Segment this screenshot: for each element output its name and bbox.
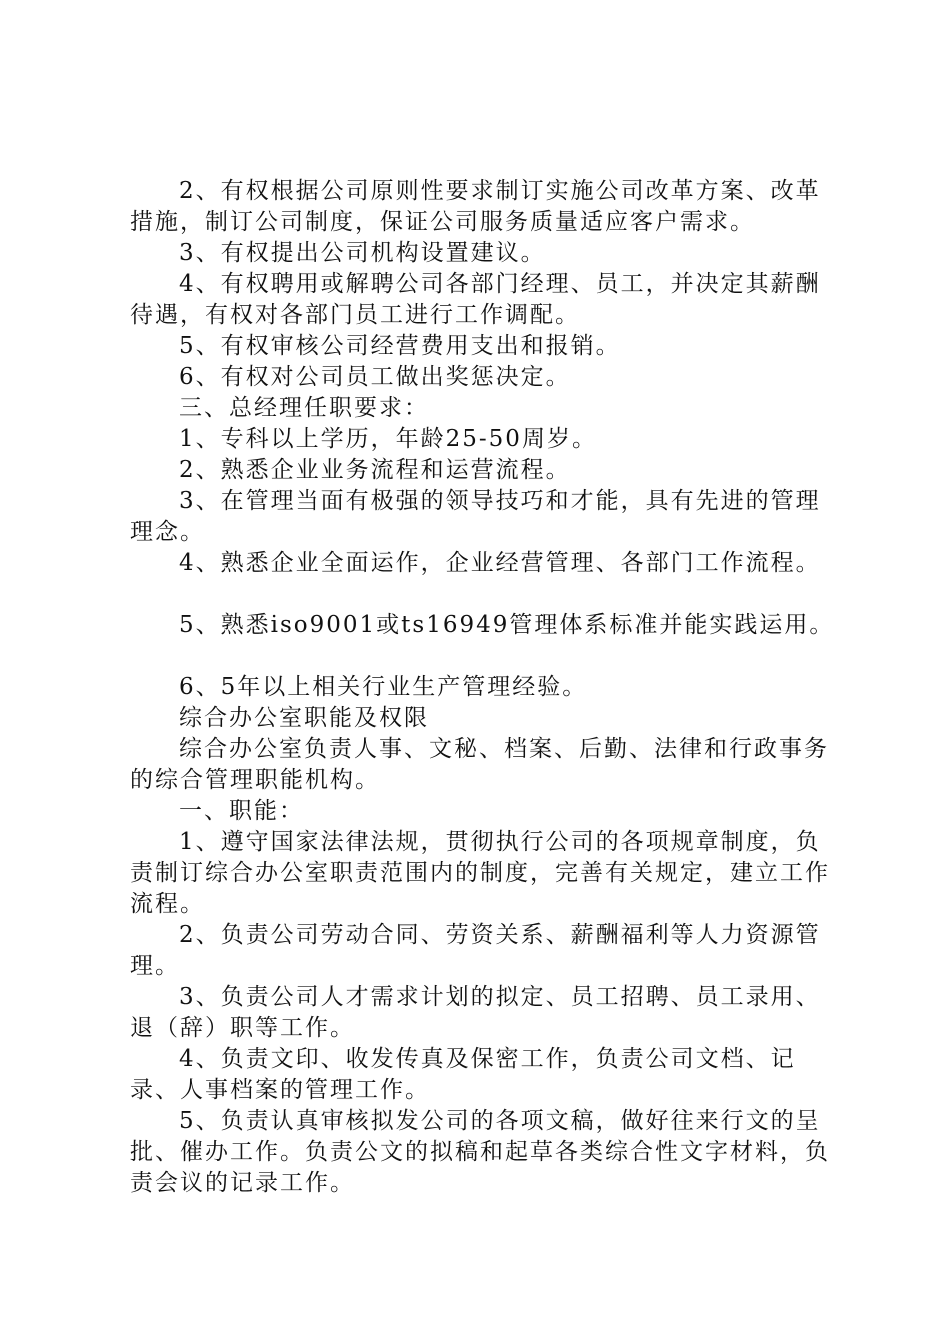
paragraph-11: 5、熟悉iso9001或ts16949管理体系标准并能实践运用。 (179, 612, 835, 638)
paragraph-8: 2、熟悉企业业务流程和运营流程。 (179, 457, 571, 483)
paragraph-7: 1、专科以上学历，年龄25-50周岁。 (179, 426, 597, 452)
section-title-office: 综合办公室职能及权限 (179, 705, 429, 731)
paragraph-5: 6、有权对公司员工做出奖惩决定。 (179, 364, 571, 390)
paragraph-14: 综合办公室负责人事、文秘、档案、后勤、法律和行政事务的综合管理职能机构。 (130, 736, 829, 793)
paragraph-3: 4、有权聘用或解聘公司各部门经理、员工，并决定其薪酬待遇，有权对各部门员工进行工作调配。 (130, 271, 821, 328)
document-body (130, 176, 835, 1199)
paragraph-1: 2、有权根据公司原则性要求制订实施公司改革方案、改革措施，制订公司制度，保证公司服务质量适应客户需求。 (130, 178, 821, 235)
paragraph-16: 1、遵守国家法律法规，贯彻执行公司的各项规章制度，负责制订综合办公室职责范围内的制度，完善有关规定，建立工作流程。 (130, 829, 830, 917)
paragraph-19: 4、负责文印、收发传真及保密工作，负责公司文档、记录、人事档案的管理工作。 (130, 1046, 796, 1103)
paragraph-12: 6、5年以上相关行业生产管理经验。 (179, 674, 588, 700)
paragraph-9: 3、在管理当面有极强的领导技巧和才能，具有先进的管理理念。 (130, 488, 821, 545)
paragraph-20: 5、负责认真审核拟发公司的各项文稿，做好往来行文的呈批、催办工作。负责公文的拟稿和起草各类综合性文字材料，负责会议的记录工作。 (130, 1108, 830, 1196)
paragraph-4: 5、有权审核公司经营费用支出和报销。 (179, 333, 621, 359)
section-heading-functions: 一、职能： (179, 798, 304, 824)
paragraph-2: 3、有权提出公司机构设置建议。 (179, 240, 546, 266)
paragraph-17: 2、负责公司劳动合同、劳资关系、薪酬福利等人力资源管理。 (130, 922, 821, 979)
paragraph-18: 3、负责公司人才需求计划的拟定、员工招聘、员工录用、退（辞）职等工作。 (130, 984, 821, 1041)
paragraph-10: 4、熟悉企业全面运作，企业经营管理、各部门工作流程。 (179, 550, 821, 576)
section-heading-requirements: 三、总经理任职要求： (179, 395, 429, 421)
